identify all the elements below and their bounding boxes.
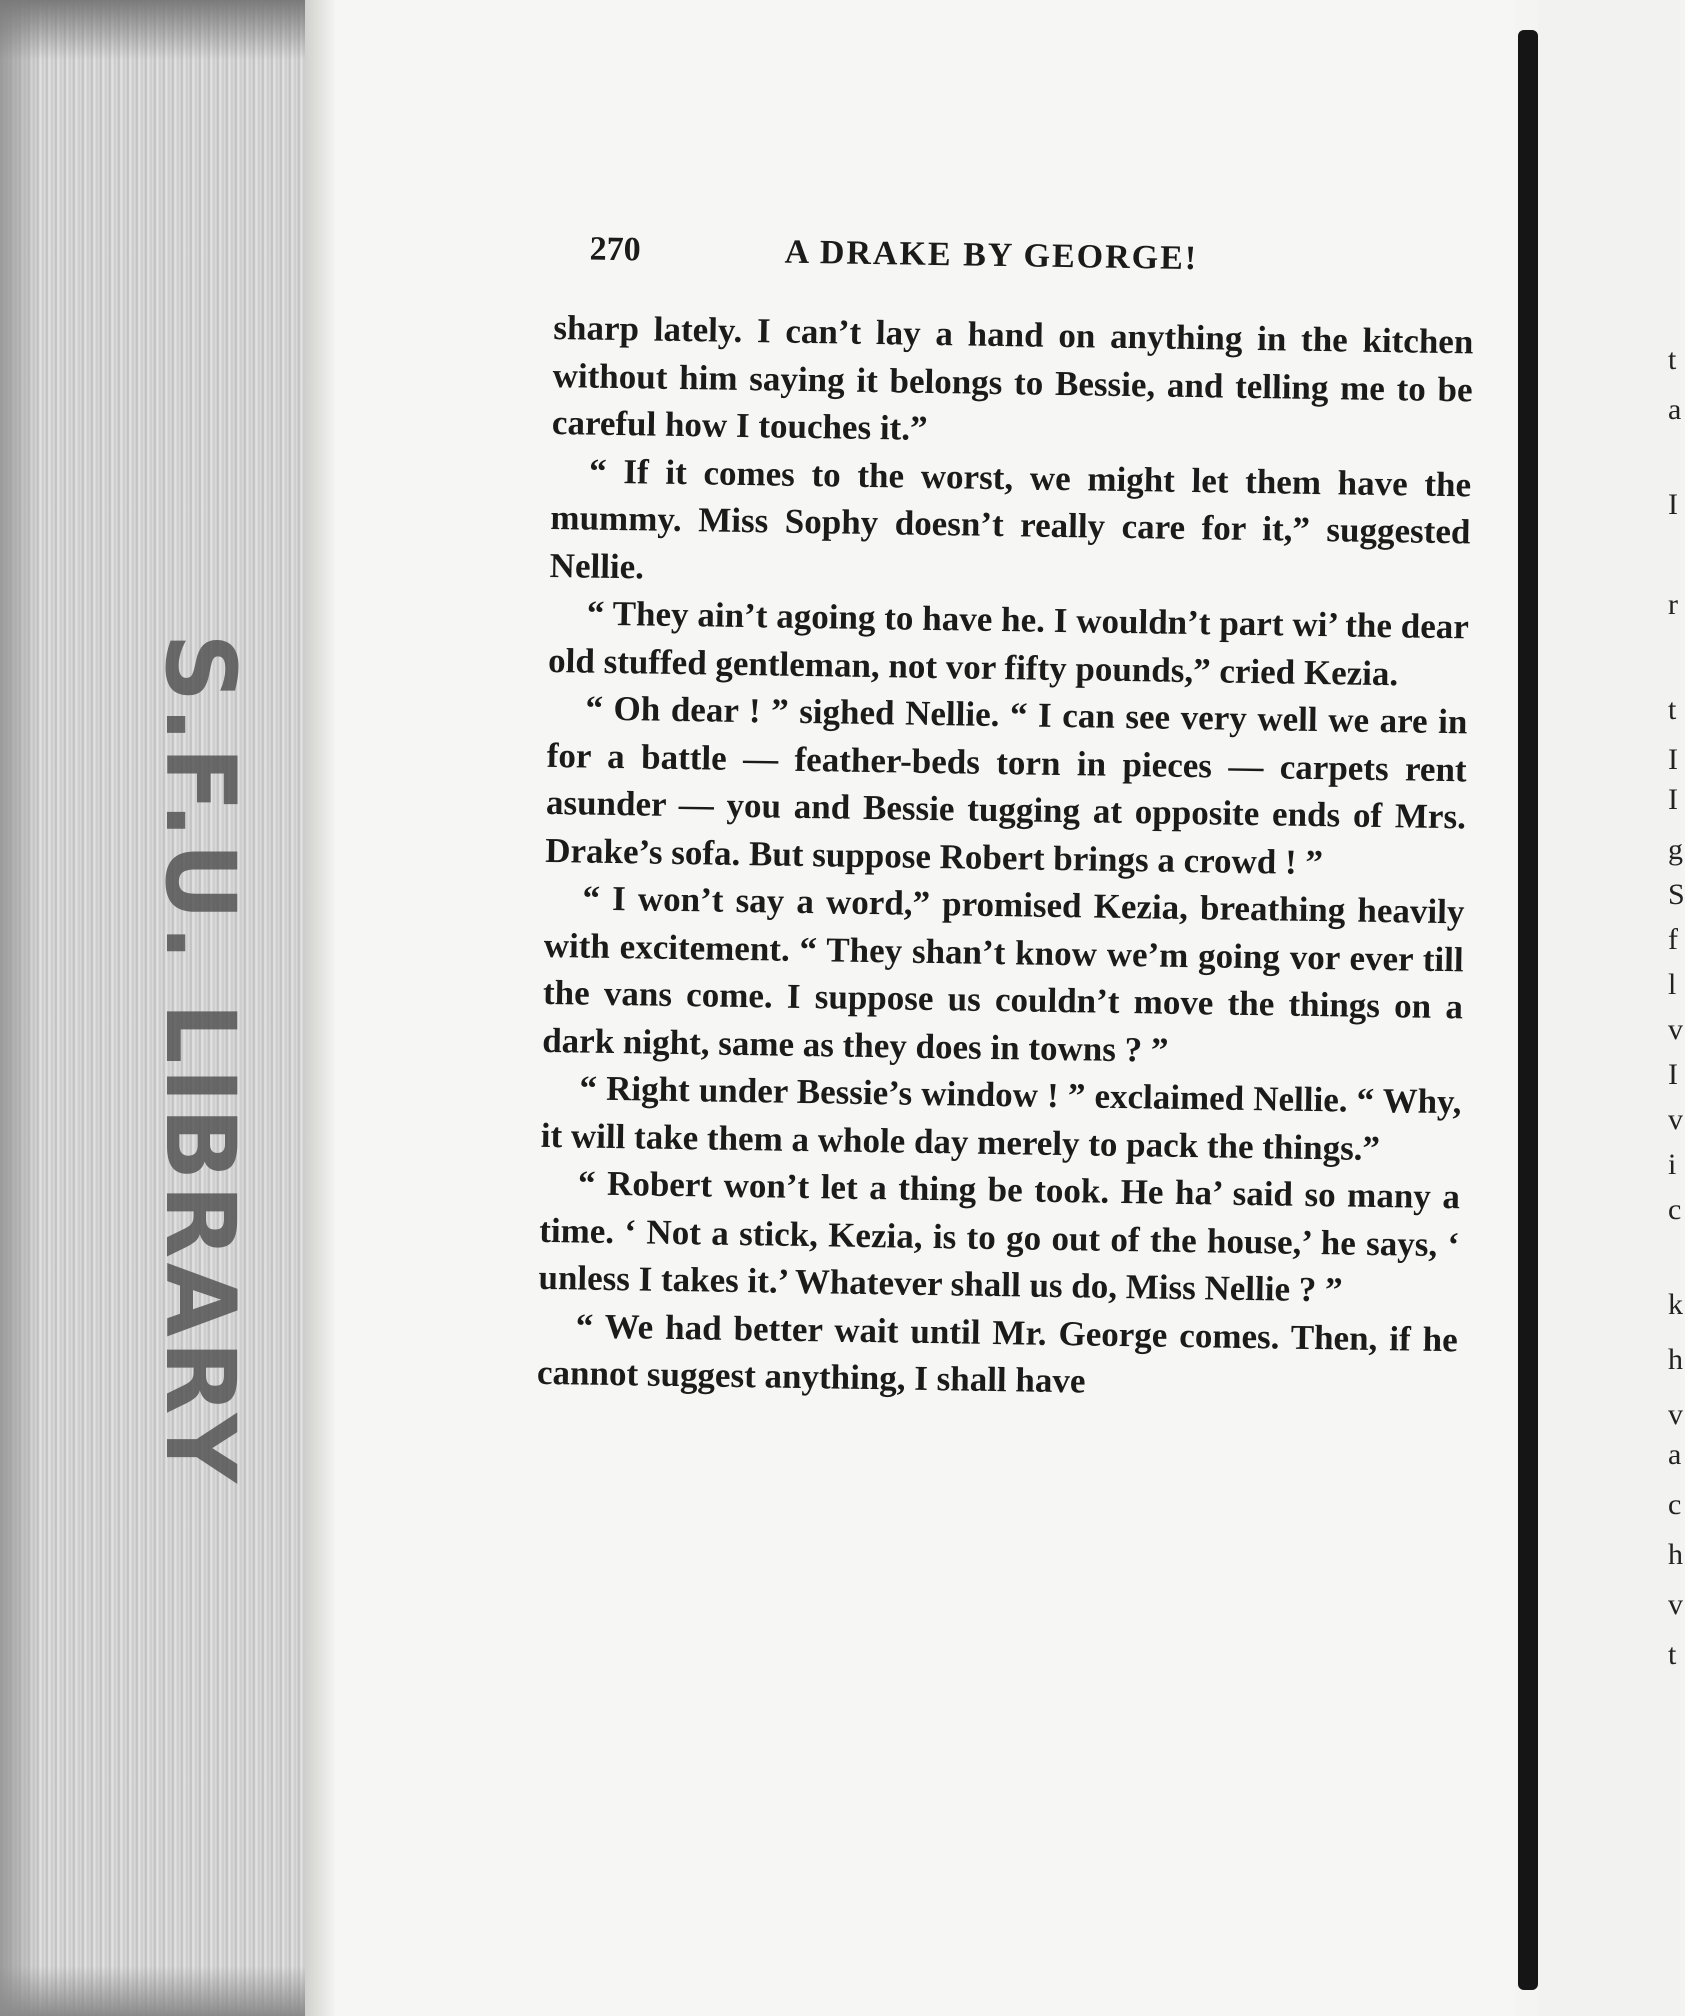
facing-page-letter: v (1668, 1013, 1683, 1046)
page-content (537, 230, 1475, 1411)
edge-shadow-bottom (0, 1966, 305, 2016)
paragraph: “ I won’t say a word,” promised Kezia, breathing heavily with excitement. “ They shan’t know we’m going vor ever till the vans come. I suppose us couldn’t move the things on a dark night, same as they does in towns ? ” (541, 878, 1465, 1070)
facing-page-letter: I (1668, 1058, 1678, 1091)
page-number: 270 (589, 230, 641, 269)
paragraph: “ If it comes to the worst, we might let them have the mummy. Miss Sophy doesn’t really care for it,” suggested Nellie. (549, 451, 1472, 586)
page-gutter (305, 0, 335, 2016)
facing-page-letter: c (1668, 1193, 1682, 1226)
facing-page-letter: v (1668, 1398, 1683, 1431)
facing-page-letter: r (1668, 588, 1678, 621)
paragraph: “ They ain’t agoing to have he. I wouldn’t part wi’ the dear old stuffed gentleman, not vor fifty pounds,” cried Kezia. (547, 593, 1470, 693)
library-stamp (140, 633, 260, 1487)
paragraph: “ Right under Bessie’s window ! ” exclaimed Nellie. “ Why, it will take them a whole day merely to pack the things.” (540, 1068, 1462, 1168)
paragraph: “ We had better wait until Mr. George comes. Then, if he cannot suggest anything, I shall have (536, 1305, 1458, 1401)
facing-page-letter: f (1668, 923, 1678, 956)
facing-page-letter: t (1668, 693, 1677, 726)
facing-page-text-edge (1668, 0, 1685, 2016)
facing-page-letter: I (1668, 783, 1678, 816)
facing-page-letter: I (1668, 488, 1678, 521)
paragraph: “ Robert won’t let a thing be took. He ha’ said so many a time. ‘ Not a stick, Kezia, is to go out of the house,’ he says, ‘ unless I takes it.’ Whatever shall us do, Miss Nellie ? ” (538, 1163, 1461, 1310)
facing-page-letter: l (1668, 968, 1677, 1001)
edge-shadow (0, 0, 40, 2016)
running-head-title: A DRAKE BY GEORGE! (784, 233, 1199, 278)
facing-page-letter: a (1668, 393, 1682, 426)
facing-page-letter: c (1668, 1488, 1682, 1521)
book-fore-edge (0, 0, 305, 2016)
paragraph: sharp lately. I can’t lay a hand on anything in the kitchen without him saying it belongs to Bessie, and telling me to be careful how I touches it.” (551, 307, 1474, 448)
facing-page-letter: h (1668, 1538, 1683, 1571)
facing-page-letter: k (1668, 1288, 1683, 1321)
facing-page-letter: i (1668, 1148, 1677, 1181)
facing-page-letter: t (1668, 1638, 1677, 1671)
facing-page-letter: S (1668, 878, 1685, 911)
facing-page-letter: t (1668, 343, 1677, 376)
edge-shadow-top (0, 0, 305, 60)
facing-page-binding (1518, 30, 1538, 1990)
facing-page-letter: I (1668, 743, 1678, 776)
facing-page-letter: v (1668, 1588, 1683, 1621)
facing-page-letter: g (1668, 833, 1683, 866)
facing-page (1538, 0, 1680, 2016)
facing-page-letter: h (1668, 1343, 1683, 1376)
facing-page-letter: a (1668, 1438, 1682, 1471)
library-stamp-text: S.F.U. LIBRARY (144, 633, 256, 1487)
facing-page-letter: v (1668, 1103, 1683, 1136)
paragraph: “ Oh dear ! ” sighed Nellie. “ I can see very well we are in for a battle — feather-beds torn in pieces — carpets rent asunder — you and Bessie tugging at opposite ends of Mrs. Drake’s sofa. But suppose Robert brings a crowd ! ” (544, 688, 1468, 882)
